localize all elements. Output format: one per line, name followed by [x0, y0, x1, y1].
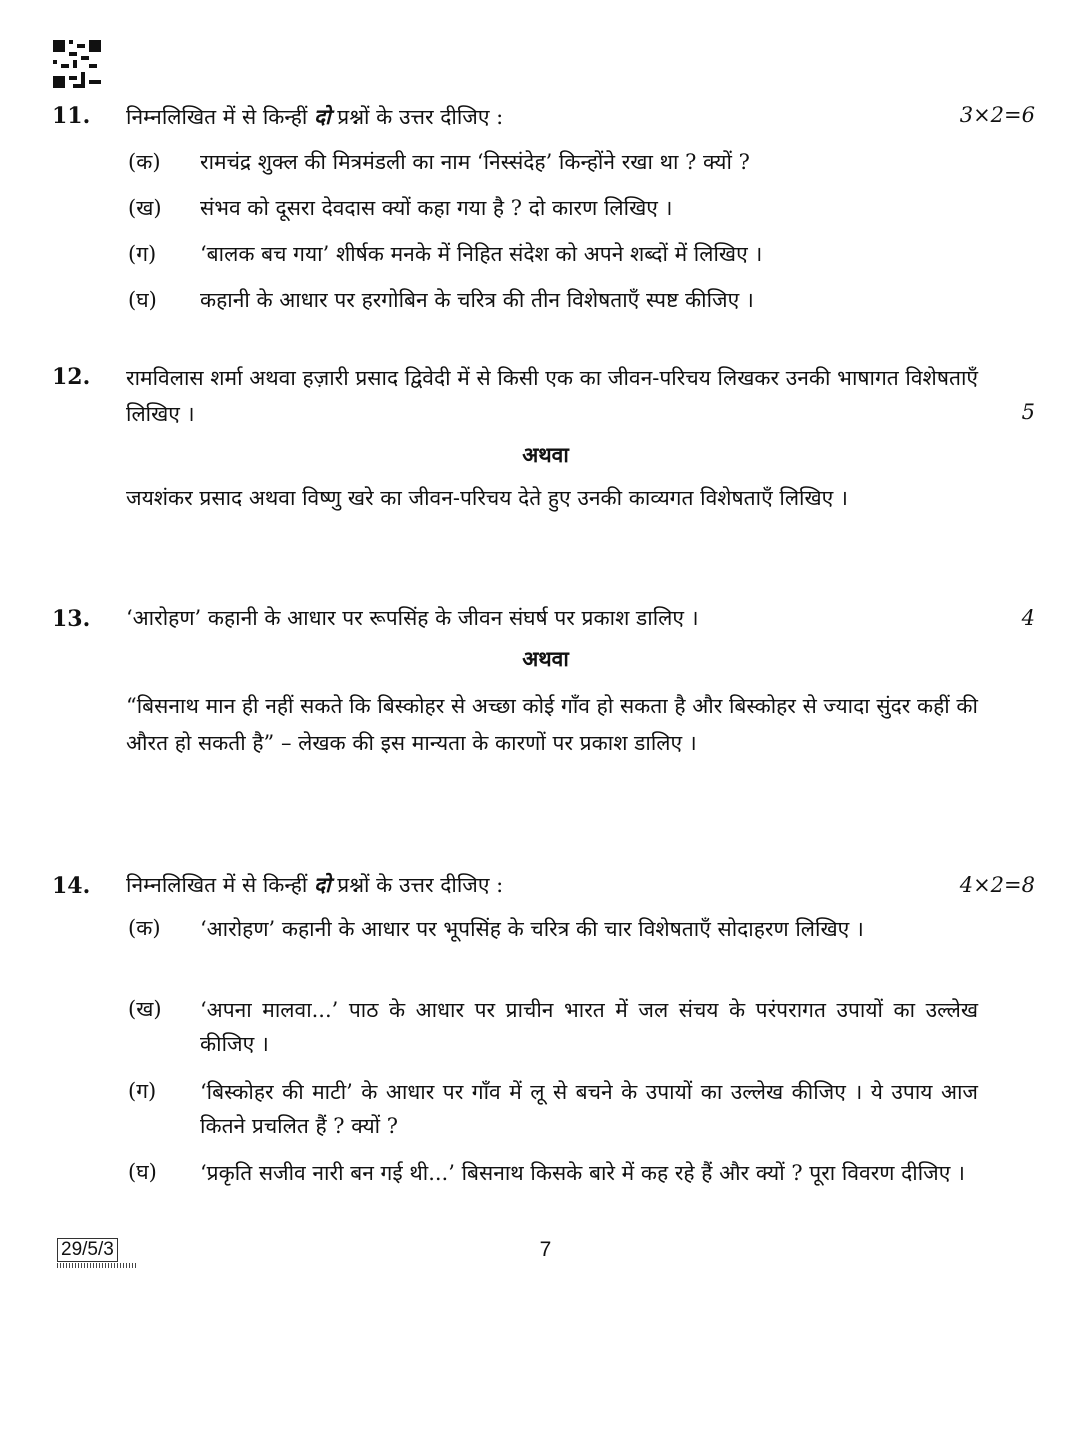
question-14-intro: निम्नलिखित में से किन्हीं दो प्रश्नों के उत्तर दीजिए :	[126, 872, 504, 897]
q14-item-label: (ख)	[128, 997, 162, 1021]
question-14-number: 14.	[52, 873, 91, 899]
q14-item-label: (क)	[128, 916, 161, 940]
question-11-intro: निम्नलिखित में से किन्हीं दो प्रश्नों के उत्तर दीजिए :	[126, 104, 504, 129]
q14-item-label: (घ)	[128, 1160, 157, 1184]
question-11-number: 11.	[52, 103, 91, 129]
q11-item-label: (घ)	[128, 288, 157, 312]
question-13-or: अथवा	[522, 646, 569, 671]
question-13-text: ‘आरोहण’ कहानी के आधार पर रूपसिंह के जीवन संघर्ष पर प्रकाश डालिए ।	[126, 606, 699, 630]
question-12-number: 12.	[52, 364, 91, 390]
question-12-or: अथवा	[522, 442, 569, 467]
q14-item-text: ‘बिस्कोहर की माटी’ के आधार पर गाँव में लू से बचने के उपायों का उल्लेख कीजिए । ये उपाय आज कितने प्रचलित हैं ? क्यों ?	[200, 1080, 978, 1138]
question-13-alternative: “बिसनाथ मान ही नहीं सकते कि बिस्कोहर से अच्छा कोई गाँव हो सकता है और बिस्कोहर से ज्यादा सुंदर कहीं की औरत हो सकती है” – लेखक की इस मान्यता के कारणों पर प्रकाश डालिए ।	[126, 694, 978, 755]
q11-item-text: कहानी के आधार पर हरगोबिन के चरित्र की तीन विशेषताएँ स्पष्ट कीजिए ।	[200, 288, 754, 312]
q14-item-text: ‘आरोहण’ कहानी के आधार पर भूपसिंह के चरित्र की चार विशेषताएँ सोदाहरण लिखिए ।	[200, 917, 864, 941]
question-13-number: 13.	[52, 606, 91, 632]
q14-item-text: ‘अपना मालवा...’ पाठ के आधार पर प्राचीन भारत में जल संचय के परंपरागत उपायों का उल्लेख कीजिए ।	[200, 998, 978, 1056]
page-number: 7	[539, 1238, 552, 1261]
q11-item-label: (ग)	[128, 242, 157, 266]
question-12-text: रामविलास शर्मा अथवा हज़ारी प्रसाद द्विवेदी में से किसी एक का जीवन-परिचय लिखकर उनकी भाषागत विशेषताएँ लिखिए ।	[126, 366, 978, 426]
q11-item-label: (ख)	[128, 196, 162, 220]
q11-item-text: रामचंद्र शुक्ल की मित्रमंडली का नाम ‘निस्संदेह’ किन्होंने रखा था ? क्यों ?	[200, 150, 750, 174]
question-12-alternative: जयशंकर प्रसाद अथवा विष्णु खरे का जीवन-परिचय देते हुए उनकी काव्यगत विशेषताएँ लिखिए ।	[126, 486, 848, 510]
paper-code: 29/5/3	[57, 1238, 118, 1262]
q14-item-label: (ग)	[128, 1079, 157, 1103]
question-14-marks: 4×2=8	[959, 873, 1035, 897]
q11-item-label: (क)	[128, 150, 161, 174]
q14-item-text: ‘प्रकृति सजीव नारी बन गई थी...’ बिसनाथ किसके बारे में कह रहे हैं और क्यों ? पूरा विवरण दीजिए ।	[200, 1161, 966, 1185]
qr-code	[53, 40, 101, 88]
question-11-marks: 3×2=6	[959, 103, 1035, 127]
q11-item-text: ‘बालक बच गया’ शीर्षक मनके में निहित संदेश को अपने शब्दों में लिखिए ।	[200, 242, 763, 266]
paper-code-barcode	[57, 1263, 137, 1268]
q11-item-text: संभव को दूसरा देवदास क्यों कहा गया है ? दो कारण लिखिए ।	[200, 196, 673, 220]
question-13-marks: 4	[1021, 606, 1035, 630]
question-12-marks: 5	[1021, 400, 1035, 424]
